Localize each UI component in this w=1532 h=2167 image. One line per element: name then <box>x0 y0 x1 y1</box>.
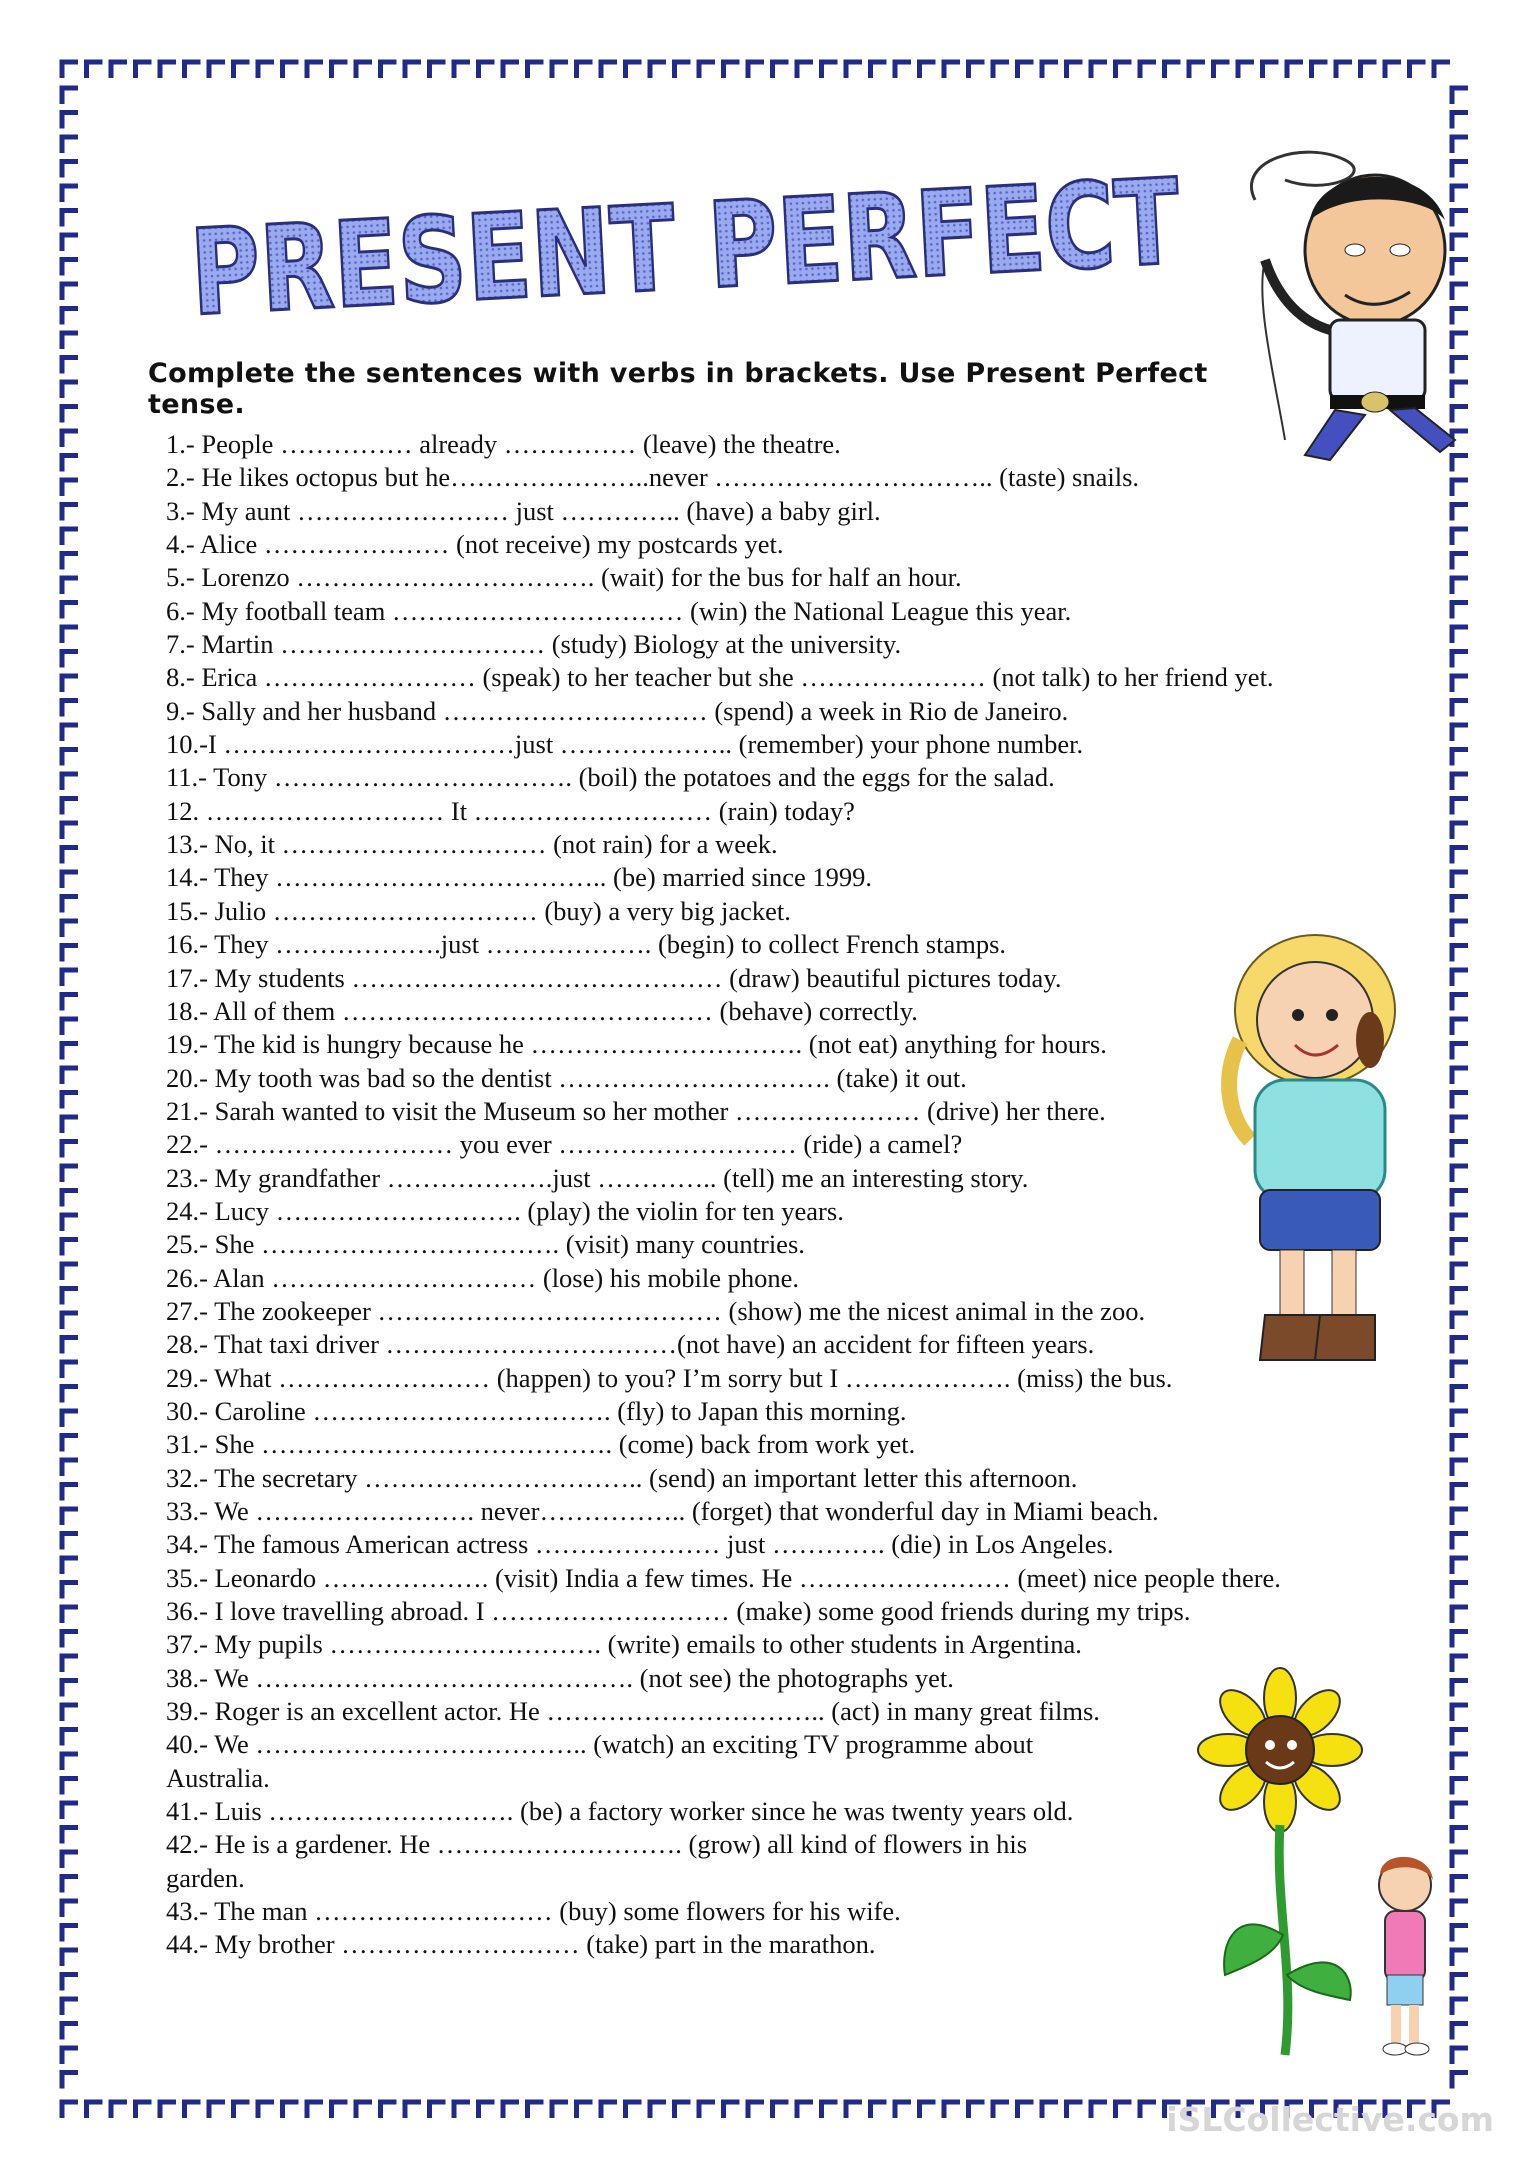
exercise-sentence: 16.- They ……………….just ………………. (begin) to collect French stamps. <box>166 929 1007 960</box>
girl-phone-illustration <box>1220 920 1420 1370</box>
exercise-sentence: 42.- He is a gardener. He ………………………. (grow) all kind of flowers in his <box>166 1829 1028 1860</box>
exercise-sentence: 28.- That taxi driver ……………………………(not have) an accident for fifteen years. <box>166 1329 1095 1360</box>
exercise-sentence: 38.- We ……………………………………. (not see) the photographs yet. <box>166 1662 954 1693</box>
exercise-sentence: 43.- The man ……………………… (buy) some flowers for his wife. <box>166 1896 901 1927</box>
exercise-sentence: garden. <box>166 1862 245 1893</box>
exercise-sentence: 34.- The famous American actress ………………… just …………. (die) in Los Angeles. <box>166 1529 1114 1560</box>
exercise-sentence: 5.- Lorenzo ……………………………. (wait) for the bus for half an hour. <box>166 562 962 593</box>
exercise-sentence: 11.- Tony ……………………………. (boil) the potatoes and the eggs for the salad. <box>166 762 1055 793</box>
exercise-sentence: 10.-I ……………………………just ……………….. (remember) your phone number. <box>166 729 1084 760</box>
exercise-sentence: 12. ……………………… It ……………………… (rain) today? <box>166 795 855 826</box>
exercise-sentence: 37.- My pupils …………………………. (write) emails to other students in Argentina. <box>166 1629 1082 1660</box>
exercise-sentence: 6.- My football team …………………………… (win) the National League this year. <box>166 595 1072 626</box>
exercise-sentence: 21.- Sarah wanted to visit the Museum so her mother ………………… (drive) her there. <box>166 1095 1106 1126</box>
exercise-sentence: 18.- All of them …………………………………… (behave) correctly. <box>166 995 918 1026</box>
exercise-sentence: 23.- My grandfather ……………….just ………….. (tell) me an interesting story. <box>166 1162 1029 1193</box>
exercise-sentence: 1.- People …………… already …………… (leave) the theatre. <box>166 429 841 459</box>
exercise-sentence: 4.- Alice ………………… (not receive) my postcards yet. <box>166 529 784 560</box>
exercise-sentence: 35.- Leonardo ………………. (visit) India a few times. He …………………… (meet) nice people there. <box>166 1562 1281 1593</box>
exercise-sentence: 33.- We ……………………. never…………….. (forget) that wonderful day in Miami beach. <box>166 1496 1159 1526</box>
exercise-sentence: 20.- My tooth was bad so the dentist …………………………. (take) it out. <box>166 1062 967 1093</box>
exercise-sentence: 41.- Luis ………………………. (be) a factory worker since he was twenty years old. <box>166 1796 1074 1827</box>
exercise-sentence: 31.- She …………………………………. (come) back from work yet. <box>166 1429 916 1460</box>
exercise-sentence: 22.- ……………………… you ever ……………………… (ride) a camel? <box>166 1129 963 1160</box>
exercise-sentence: 3.- My aunt …………………… just ………….. (have) a baby girl. <box>166 495 881 526</box>
exercise-sentence: 13.- No, it ………………………… (not rain) for a week. <box>166 829 778 860</box>
cowboy-illustration <box>1225 140 1465 470</box>
exercise-sentence: 26.- Alan ………………………… (lose) his mobile phone. <box>166 1262 799 1293</box>
exercise-sentence: 30.- Caroline ……………………………. (fly) to Japan this morning. <box>166 1395 907 1426</box>
exercise-sentence: 36.- I love travelling abroad. I ……………………… (make) some good friends during my trips. <box>166 1596 1191 1627</box>
exercise-sentence: 19.- The kid is hungry because he …………………………. (not eat) anything for hours. <box>166 1029 1107 1060</box>
footer-brand: iSLCollective.com <box>1166 2100 1494 2139</box>
exercise-sentence: 9.- Sally and her husband ………………………… (spend) a week in Rio de Janeiro. <box>166 695 1069 726</box>
exercise-sentence: 40.- We ……………………………….. (watch) an exciting TV programme about <box>166 1729 1034 1760</box>
exercise-sentence: 15.- Julio ………………………… (buy) a very big jacket. <box>166 895 791 926</box>
exercise-sentence: 7.- Martin ………………………… (study) Biology at the university. <box>166 629 902 660</box>
exercise-sentence: 17.- My students …………………………………… (draw) beautiful pictures today. <box>166 962 1062 993</box>
exercise-sentence: 25.- She ……………………………. (visit) many countries. <box>166 1229 805 1260</box>
exercise-sentence: 2.- He likes octopus but he…………………..never ………………………….. (taste) snails. <box>166 462 1140 493</box>
exercise-sentence: 39.- Roger is an excellent actor. He ………………………….. (act) in many great films. <box>166 1696 1100 1727</box>
exercise-sentence: 8.- Erica …………………… (speak) to her teacher but she ………………… (not talk) to her friend yet. <box>166 662 1274 693</box>
exercise-sentence: 44.- My brother ……………………… (take) part in the marathon. <box>166 1929 876 1960</box>
instructions: Complete the sentences with verbs in brackets. Use Present Perfect tense. <box>148 358 1208 420</box>
worksheet-title <box>187 139 1423 343</box>
exercise-list <box>166 428 1356 1962</box>
exercise-sentence: 14.- They ……………………………….. (be) married since 1999. <box>166 862 873 893</box>
exercise-sentence: 24.- Lucy ………………………. (play) the violin for ten years. <box>166 1195 844 1226</box>
exercise-sentence: 32.- The secretary ………………………….. (send) an important letter this afternoon. <box>166 1462 1078 1493</box>
exercise-sentence: 29.- What …………………… (happen) to you? I’m sorry but I ………………. (miss) the bus. <box>166 1362 1173 1393</box>
exercise-sentence: Australia. <box>166 1762 270 1793</box>
flower-girl-illustration <box>1205 1675 1455 2065</box>
title-text: PRESENT PERFECT <box>187 139 1423 343</box>
exercise-sentence: 27.- The zookeeper ………………………………… (show) me the nicest animal in the zoo. <box>166 1295 1146 1326</box>
